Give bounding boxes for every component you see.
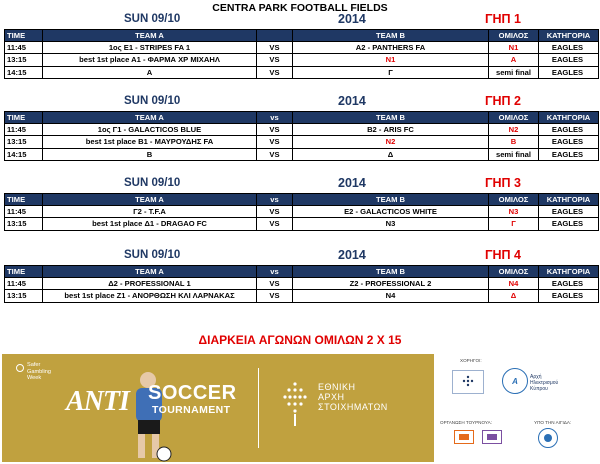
cell-team-a: Γ2 - T.F.A (43, 205, 257, 218)
organizer-label: ΟΡΓΑΝΩΣΗ ΤΟΥΡΝΟΥΑ: (440, 420, 492, 425)
cell-time: 11:45 (5, 123, 43, 136)
sponsors-panel (434, 354, 598, 462)
section-year: 2014 (338, 248, 366, 262)
banner-divider (258, 368, 259, 448)
tournament-logo-text: TOURNAMENT (152, 404, 231, 416)
column-header: ΟΜΙΛΟΣ (489, 266, 539, 278)
cell-team-b: Ν1 (293, 54, 489, 67)
table-row (5, 54, 599, 67)
table-header-row (5, 30, 599, 42)
eac-logo (502, 368, 528, 394)
cell-vs: VS (257, 66, 293, 79)
cell-group: semi final (489, 66, 539, 79)
section-field: ΓΗΠ 3 (485, 176, 521, 190)
section-year: 2014 (338, 176, 366, 190)
cell-time: 14:15 (5, 66, 43, 79)
section-header (4, 94, 598, 111)
cell-vs: VS (257, 148, 293, 161)
anti-logo-text: ANTI (66, 386, 129, 417)
section-header (4, 176, 598, 193)
schedule-table (4, 29, 599, 79)
column-header: ΚΑΤΗΓΟΡΙΑ (539, 30, 599, 42)
cell-vs: VS (257, 136, 293, 149)
column-header: TEAM A (43, 266, 257, 278)
cell-group: Ν3 (489, 205, 539, 218)
table-header-row (5, 112, 599, 124)
cell-team-b: Γ (293, 66, 489, 79)
cell-team-b: Ζ2 - PROFESSIONAL 2 (293, 277, 489, 290)
cell-team-b: Ε2 - GALACTICOS WHITE (293, 205, 489, 218)
organizer-logo-1 (454, 430, 474, 444)
sponsor2-line-2: Ηλεκτρισμού (530, 380, 559, 386)
sponsor-2-name (530, 374, 558, 392)
cell-team-a: best 1st place Δ1 - DRAGAO FC (43, 218, 257, 231)
cell-time: 13:15 (5, 54, 43, 67)
cell-category: EAGLES (539, 218, 599, 231)
sponsor-logo-1 (452, 370, 484, 394)
cell-time: 13:15 (5, 218, 43, 231)
column-header: ΚΑΤΗΓΟΡΙΑ (539, 266, 599, 278)
cell-team-a: Δ2 - PROFESSIONAL 1 (43, 277, 257, 290)
cell-team-a: Α (43, 66, 257, 79)
section-year: 2014 (338, 94, 366, 108)
cell-team-a: Β (43, 148, 257, 161)
cell-vs: VS (257, 277, 293, 290)
column-header: TEAM B (293, 194, 489, 206)
section-field: ΓΗΠ 4 (485, 248, 521, 262)
cell-time: 13:15 (5, 290, 43, 303)
cell-group: Ν1 (489, 41, 539, 54)
cell-category: EAGLES (539, 66, 599, 79)
sponsor-banner (2, 354, 598, 462)
safer-gambling-icon (16, 364, 24, 372)
safer-line-1: Safer (27, 362, 41, 368)
cell-vs: VS (257, 54, 293, 67)
cell-group: Γ (489, 218, 539, 231)
cell-vs: VS (257, 290, 293, 303)
section-date: SUN 09/10 (124, 249, 181, 261)
cell-time: 13:15 (5, 136, 43, 149)
column-header: ΟΜΙΛΟΣ (489, 30, 539, 42)
organizer-logo-1-mark (459, 434, 469, 440)
cell-vs: VS (257, 218, 293, 231)
table-row (5, 136, 599, 149)
schedule-section-1 (4, 12, 598, 79)
cell-team-b: Ν2 (293, 136, 489, 149)
schedule-section-3 (4, 176, 598, 231)
cell-time: 11:45 (5, 205, 43, 218)
column-header (257, 30, 293, 42)
cell-category: EAGLES (539, 205, 599, 218)
cell-team-b: Α2 - PANTHERS FA (293, 41, 489, 54)
cell-category: EAGLES (539, 41, 599, 54)
cell-team-a: best 1st place A1 - ΦΑΡΜΑ ΧΡ ΜΙΧΑΗΛ (43, 54, 257, 67)
column-header: TIME (5, 112, 43, 124)
column-header: TEAM B (293, 112, 489, 124)
patronage-logo-mark (544, 434, 552, 442)
schedule-table (4, 193, 599, 231)
column-header: vs (257, 266, 293, 278)
column-header: vs (257, 194, 293, 206)
cell-group: Ν2 (489, 123, 539, 136)
section-year: 2014 (338, 12, 366, 26)
eac-logo-mark: A (512, 376, 518, 386)
column-header: TEAM B (293, 30, 489, 42)
table-row (5, 148, 599, 161)
cell-category: EAGLES (539, 290, 599, 303)
column-header: ΚΑΤΗΓΟΡΙΑ (539, 194, 599, 206)
patronage-label: ΥΠΟ ΤΗΝ ΑΙΓΙΔΑ: (534, 420, 572, 425)
table-row (5, 66, 599, 79)
authority-line-1: ΕΘΝΙΚΗ (318, 382, 356, 392)
cell-vs: VS (257, 205, 293, 218)
organizer-logo-2-mark (487, 434, 497, 440)
cell-category: EAGLES (539, 277, 599, 290)
cell-vs: VS (257, 41, 293, 54)
cell-vs: VS (257, 123, 293, 136)
sponsors-label: ΧΟΡΗΓΟΙ: (460, 358, 482, 363)
sponsor-emblem-icon (457, 375, 479, 389)
section-field: ΓΗΠ 1 (485, 12, 521, 26)
sponsor2-line-1: Αρχή (530, 374, 542, 380)
table-header-row (5, 194, 599, 206)
column-header: TEAM A (43, 194, 257, 206)
cell-time: 14:15 (5, 148, 43, 161)
schedule-table (4, 111, 599, 161)
column-header: TEAM A (43, 30, 257, 42)
cell-team-a: 1ος Ε1 - STRIPES FA 1 (43, 41, 257, 54)
schedule-section-2 (4, 94, 598, 161)
cell-team-b: Ν4 (293, 290, 489, 303)
betting-authority-name (318, 382, 388, 412)
column-header: TIME (5, 266, 43, 278)
organizer-logo-2 (482, 430, 502, 444)
column-header: ΚΑΤΗΓΟΡΙΑ (539, 112, 599, 124)
column-header: TEAM A (43, 112, 257, 124)
column-header: TIME (5, 30, 43, 42)
schedule-table (4, 265, 599, 303)
cell-category: EAGLES (539, 54, 599, 67)
cell-team-a: best 1st place Ζ1 - ΑΝΟΡΘΩΣΗ ΚΛΙ ΛΑΡΝΑΚΑΣ (43, 290, 257, 303)
column-header: vs (257, 112, 293, 124)
soccer-logo-text: SOCCER (148, 382, 237, 404)
table-row (5, 218, 599, 231)
authority-line-3: ΣΤΟΙΧΗΜΑΤΩΝ (318, 402, 388, 412)
cell-team-b: Ν3 (293, 218, 489, 231)
section-date: SUN 09/10 (124, 95, 181, 107)
authority-line-2: ΑΡΧΗ (318, 392, 345, 402)
cell-time: 11:45 (5, 41, 43, 54)
cell-group: Δ (489, 290, 539, 303)
column-header: ΟΜΙΛΟΣ (489, 112, 539, 124)
safer-gambling-logo (16, 362, 51, 382)
sponsor2-line-3: Κύπρου (530, 386, 548, 392)
table-row (5, 123, 599, 136)
section-field: ΓΗΠ 2 (485, 94, 521, 108)
patronage-logo (538, 428, 558, 448)
venue-title: CENTRA PARK FOOTBALL FIELDS (212, 2, 388, 14)
schedule-section-4 (4, 248, 598, 303)
table-row (5, 277, 599, 290)
cell-group: Α (489, 54, 539, 67)
table-row (5, 290, 599, 303)
column-header: TEAM B (293, 266, 489, 278)
cell-team-b: Β2 - ARIS FC (293, 123, 489, 136)
table-row (5, 205, 599, 218)
safer-line-3: Week (27, 375, 42, 382)
table-header-row (5, 266, 599, 278)
section-header (4, 12, 598, 29)
safer-line-2: Gambling (27, 368, 51, 375)
cell-team-b: Δ (293, 148, 489, 161)
column-header: ΟΜΙΛΟΣ (489, 194, 539, 206)
cell-team-a: 1ος Γ1 - GALACTICOS BLUE (43, 123, 257, 136)
section-header (4, 248, 598, 265)
section-date: SUN 09/10 (124, 177, 181, 189)
table-row (5, 41, 599, 54)
cell-time: 11:45 (5, 277, 43, 290)
column-header: TIME (5, 194, 43, 206)
section-date: SUN 09/10 (124, 13, 181, 25)
betting-authority-emblem (280, 380, 310, 426)
cell-group: Β (489, 136, 539, 149)
cell-group: Ν4 (489, 277, 539, 290)
cell-team-a: best 1st place B1 - ΜΑΥΡΟΥΔΗΣ FA (43, 136, 257, 149)
cell-group: semi final (489, 148, 539, 161)
match-duration: ΔΙΑΡΚΕΙΑ ΑΓΩΝΩΝ ΟΜΙΛΩΝ 2 Χ 15 (198, 333, 402, 347)
cell-category: EAGLES (539, 123, 599, 136)
cell-category: EAGLES (539, 148, 599, 161)
cell-category: EAGLES (539, 136, 599, 149)
